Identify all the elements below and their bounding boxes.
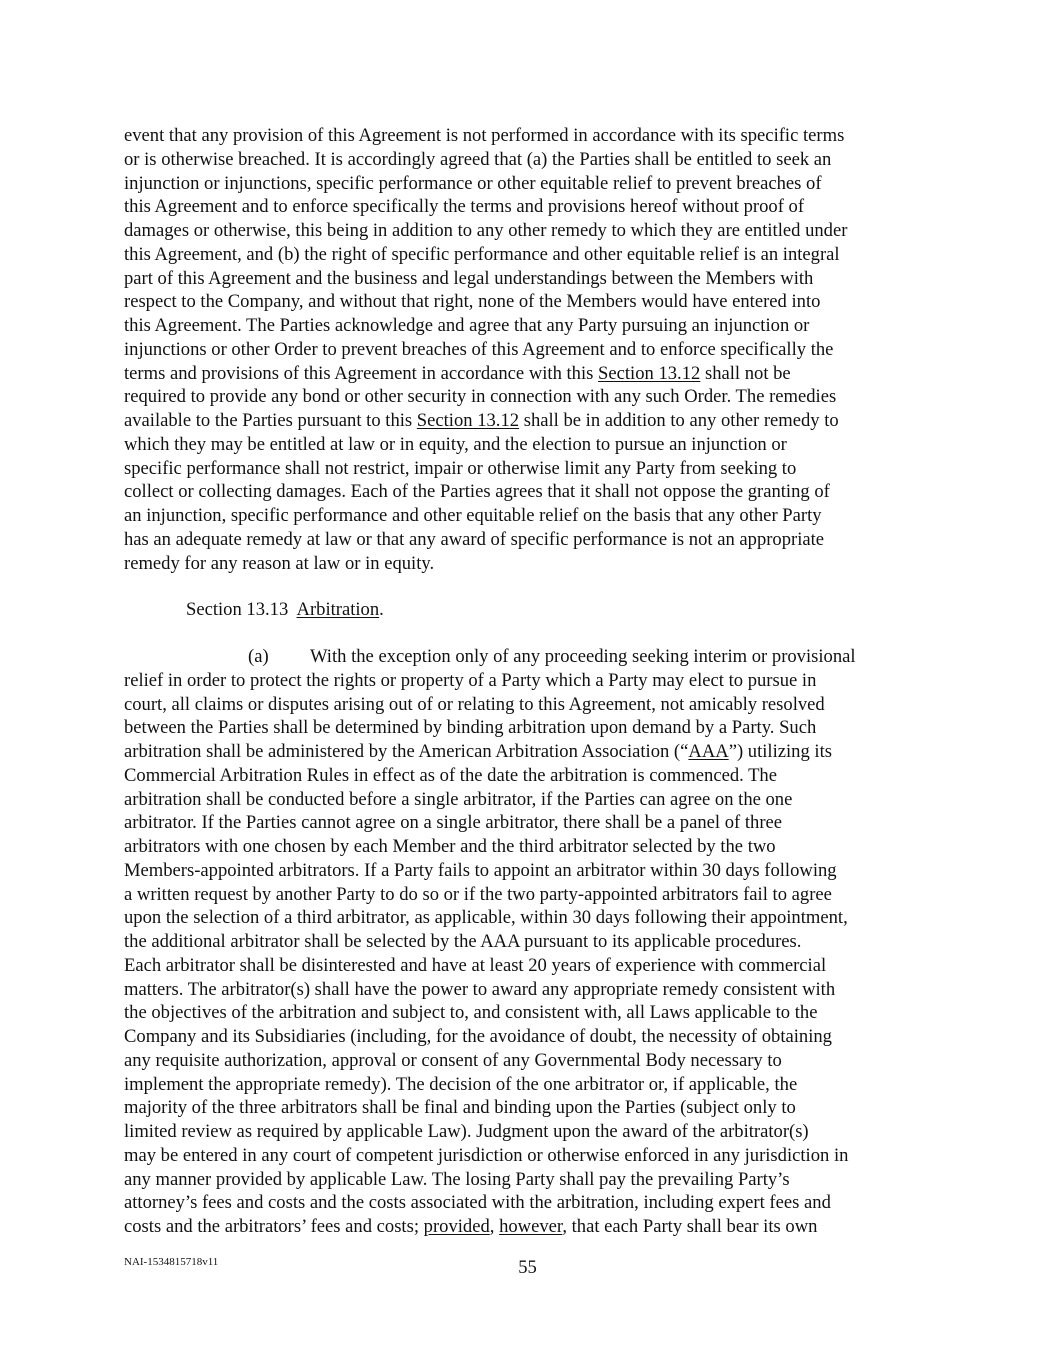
paragraph-gap [124, 622, 936, 645]
text-line: remedy for any reason at law or in equity. [124, 552, 435, 574]
paragraph-gap [124, 575, 936, 598]
document-page [124, 124, 936, 1239]
text-line: an injunction, specific performance and other equitable relief on the basis that any other Party [124, 505, 822, 526]
text-line: respect to the Company, and without that right, none of the Members would have entered into [124, 291, 821, 313]
text-line: collect or collecting damages. Each of the Parties agrees that it shall not oppose the granting of [124, 481, 830, 503]
text-line: Company and its Subsidiaries (including, for the avoidance of doubt, the necessity of obtaining [124, 1026, 832, 1047]
text-fragment: ”) utilizing its [728, 741, 832, 762]
text-fragment: shall not be [700, 362, 791, 384]
text-line: between the Parties shall be determined by binding arbitration upon demand by a Party. Such [124, 717, 817, 739]
text-fragment: shall be in addition to any other remedy to [519, 410, 839, 431]
text-fragment: , [489, 1216, 500, 1237]
emphasized-term: provided [423, 1216, 490, 1237]
text-line [124, 409, 936, 433]
text-line: court, all claims or disputes arising out of or relating to this Agreement, not amicably resolved [124, 693, 825, 715]
text-line: majority of the three arbitrators shall be final and binding upon the Parties (subject only to [124, 1097, 796, 1119]
text-line: or is otherwise breached. It is accordingly agreed that (a) the Parties shall be entitled to seek an [124, 148, 832, 170]
text-line: any manner provided by applicable Law. The losing Party shall pay the prevailing Party’s [124, 1168, 790, 1190]
section-number: Section 13.13 [186, 599, 297, 621]
document-id: NAI-1534815718v11 [124, 1256, 219, 1268]
text-line: this Agreement. The Parties acknowledge and agree that any Party pursuing an injunction or [124, 315, 810, 336]
text-fragment: , that each Party shall bear its own [562, 1216, 818, 1237]
section-title-period: . [379, 599, 384, 621]
text-line [124, 1215, 936, 1239]
text-line: implement the appropriate remedy). The decision of the one arbitrator or, if applicable, the [124, 1073, 798, 1095]
text-line: has an adequate remedy at law or that any award of specific performance is not an appropriate [124, 528, 825, 550]
text-line: Members-appointed arbitrators. If a Party fails to appoint an arbitrator within 30 days following [124, 859, 837, 881]
text-line: upon the selection of a third arbitrator, as applicable, within 30 days following their appointment, [124, 907, 848, 929]
emphasized-term: however [499, 1216, 563, 1237]
text-line [124, 740, 936, 764]
text-line: any requisite authorization, approval or consent of any Governmental Body necessary to [124, 1049, 782, 1071]
text-line: Commercial Arbitration Rules in effect as of the date the arbitration is commenced. The [124, 764, 777, 786]
text-fragment: arbitration shall be administered by the American Arbitration Association (“ [124, 741, 689, 762]
paragraph-specific-performance [124, 124, 936, 575]
text-line: this Agreement and to enforce specifically the terms and provisions hereof without proof of [124, 196, 805, 218]
text-line: arbitrators with one chosen by each Member and the third arbitrator selected by the two [124, 836, 776, 857]
text-fragment: terms and provisions of this Agreement in accordance with this [124, 362, 599, 384]
text-line: injunctions or other Order to prevent breaches of this Agreement and to enforce specifically the [124, 338, 834, 360]
text-line: relief in order to protect the rights or property of a Party which a Party may elect to pursue in [124, 669, 817, 691]
text-line: required to provide any bond or other security in connection with any such Order. The remedies [124, 386, 837, 408]
text-line: arbitration shall be conducted before a single arbitrator, if the Parties can agree on the one [124, 788, 793, 810]
text-fragment: available to the Parties pursuant to this [124, 410, 417, 431]
text-line: this Agreement, and (b) the right of specific performance and other equitable relief is an integral [124, 243, 840, 265]
text-line: which they may be entitled at law or in equity, and the election to pursue an injunction or [124, 433, 787, 455]
section-title: Arbitration [296, 599, 380, 621]
paragraph-arbitration-a [124, 645, 936, 1239]
text-fragment: With the exception only of any proceeding seeking interim or provisional [310, 646, 856, 667]
text-line: event that any provision of this Agreement is not performed in accordance with its specific terms [124, 125, 845, 146]
text-line: part of this Agreement and the business and legal understandings between the Members with [124, 267, 814, 289]
text-line: limited review as required by applicable Law). Judgment upon the award of the arbitrator(s) [124, 1121, 809, 1142]
section-reference: Section 13.12 [416, 410, 520, 431]
text-line: attorney’s fees and costs and the costs associated with the arbitration, including expert fees and [124, 1192, 831, 1214]
text-line: arbitrator. If the Parties cannot agree on a single arbitrator, there shall be a panel of three [124, 812, 783, 834]
text-line: Each arbitrator shall be disinterested and have at least 20 years of experience with commercial [124, 954, 827, 976]
text-line: damages or otherwise, this being in addition to any other remedy to which they are entitled under [124, 220, 848, 241]
subsection-marker: (a) [248, 646, 269, 667]
text-line: may be entered in any court of competent jurisdiction or otherwise enforced in any jurisdiction in [124, 1144, 849, 1166]
section-heading [124, 598, 936, 622]
text-line: the objectives of the arbitration and subject to, and consistent with, all Laws applicable to the [124, 1002, 818, 1024]
text-line [124, 645, 936, 669]
text-line: the additional arbitrator shall be selected by the AAA pursuant to its applicable procedures. [124, 931, 802, 952]
text-fragment: costs and the arbitrators’ fees and costs; [124, 1216, 424, 1237]
text-line: injunction or injunctions, specific performance or other equitable relief to prevent breaches of [124, 172, 822, 194]
text-line: a written request by another Party to do so or if the two party-appointed arbitrators fail to agree [124, 883, 832, 905]
text-line [124, 362, 936, 386]
defined-term: AAA [688, 741, 729, 762]
text-line: specific performance shall not restrict, impair or otherwise limit any Party from seeking to [124, 457, 797, 479]
section-reference: Section 13.12 [598, 362, 701, 384]
page-number: 55 [518, 1257, 537, 1278]
text-line: matters. The arbitrator(s) shall have the power to award any appropriate remedy consistent with [124, 978, 836, 1000]
